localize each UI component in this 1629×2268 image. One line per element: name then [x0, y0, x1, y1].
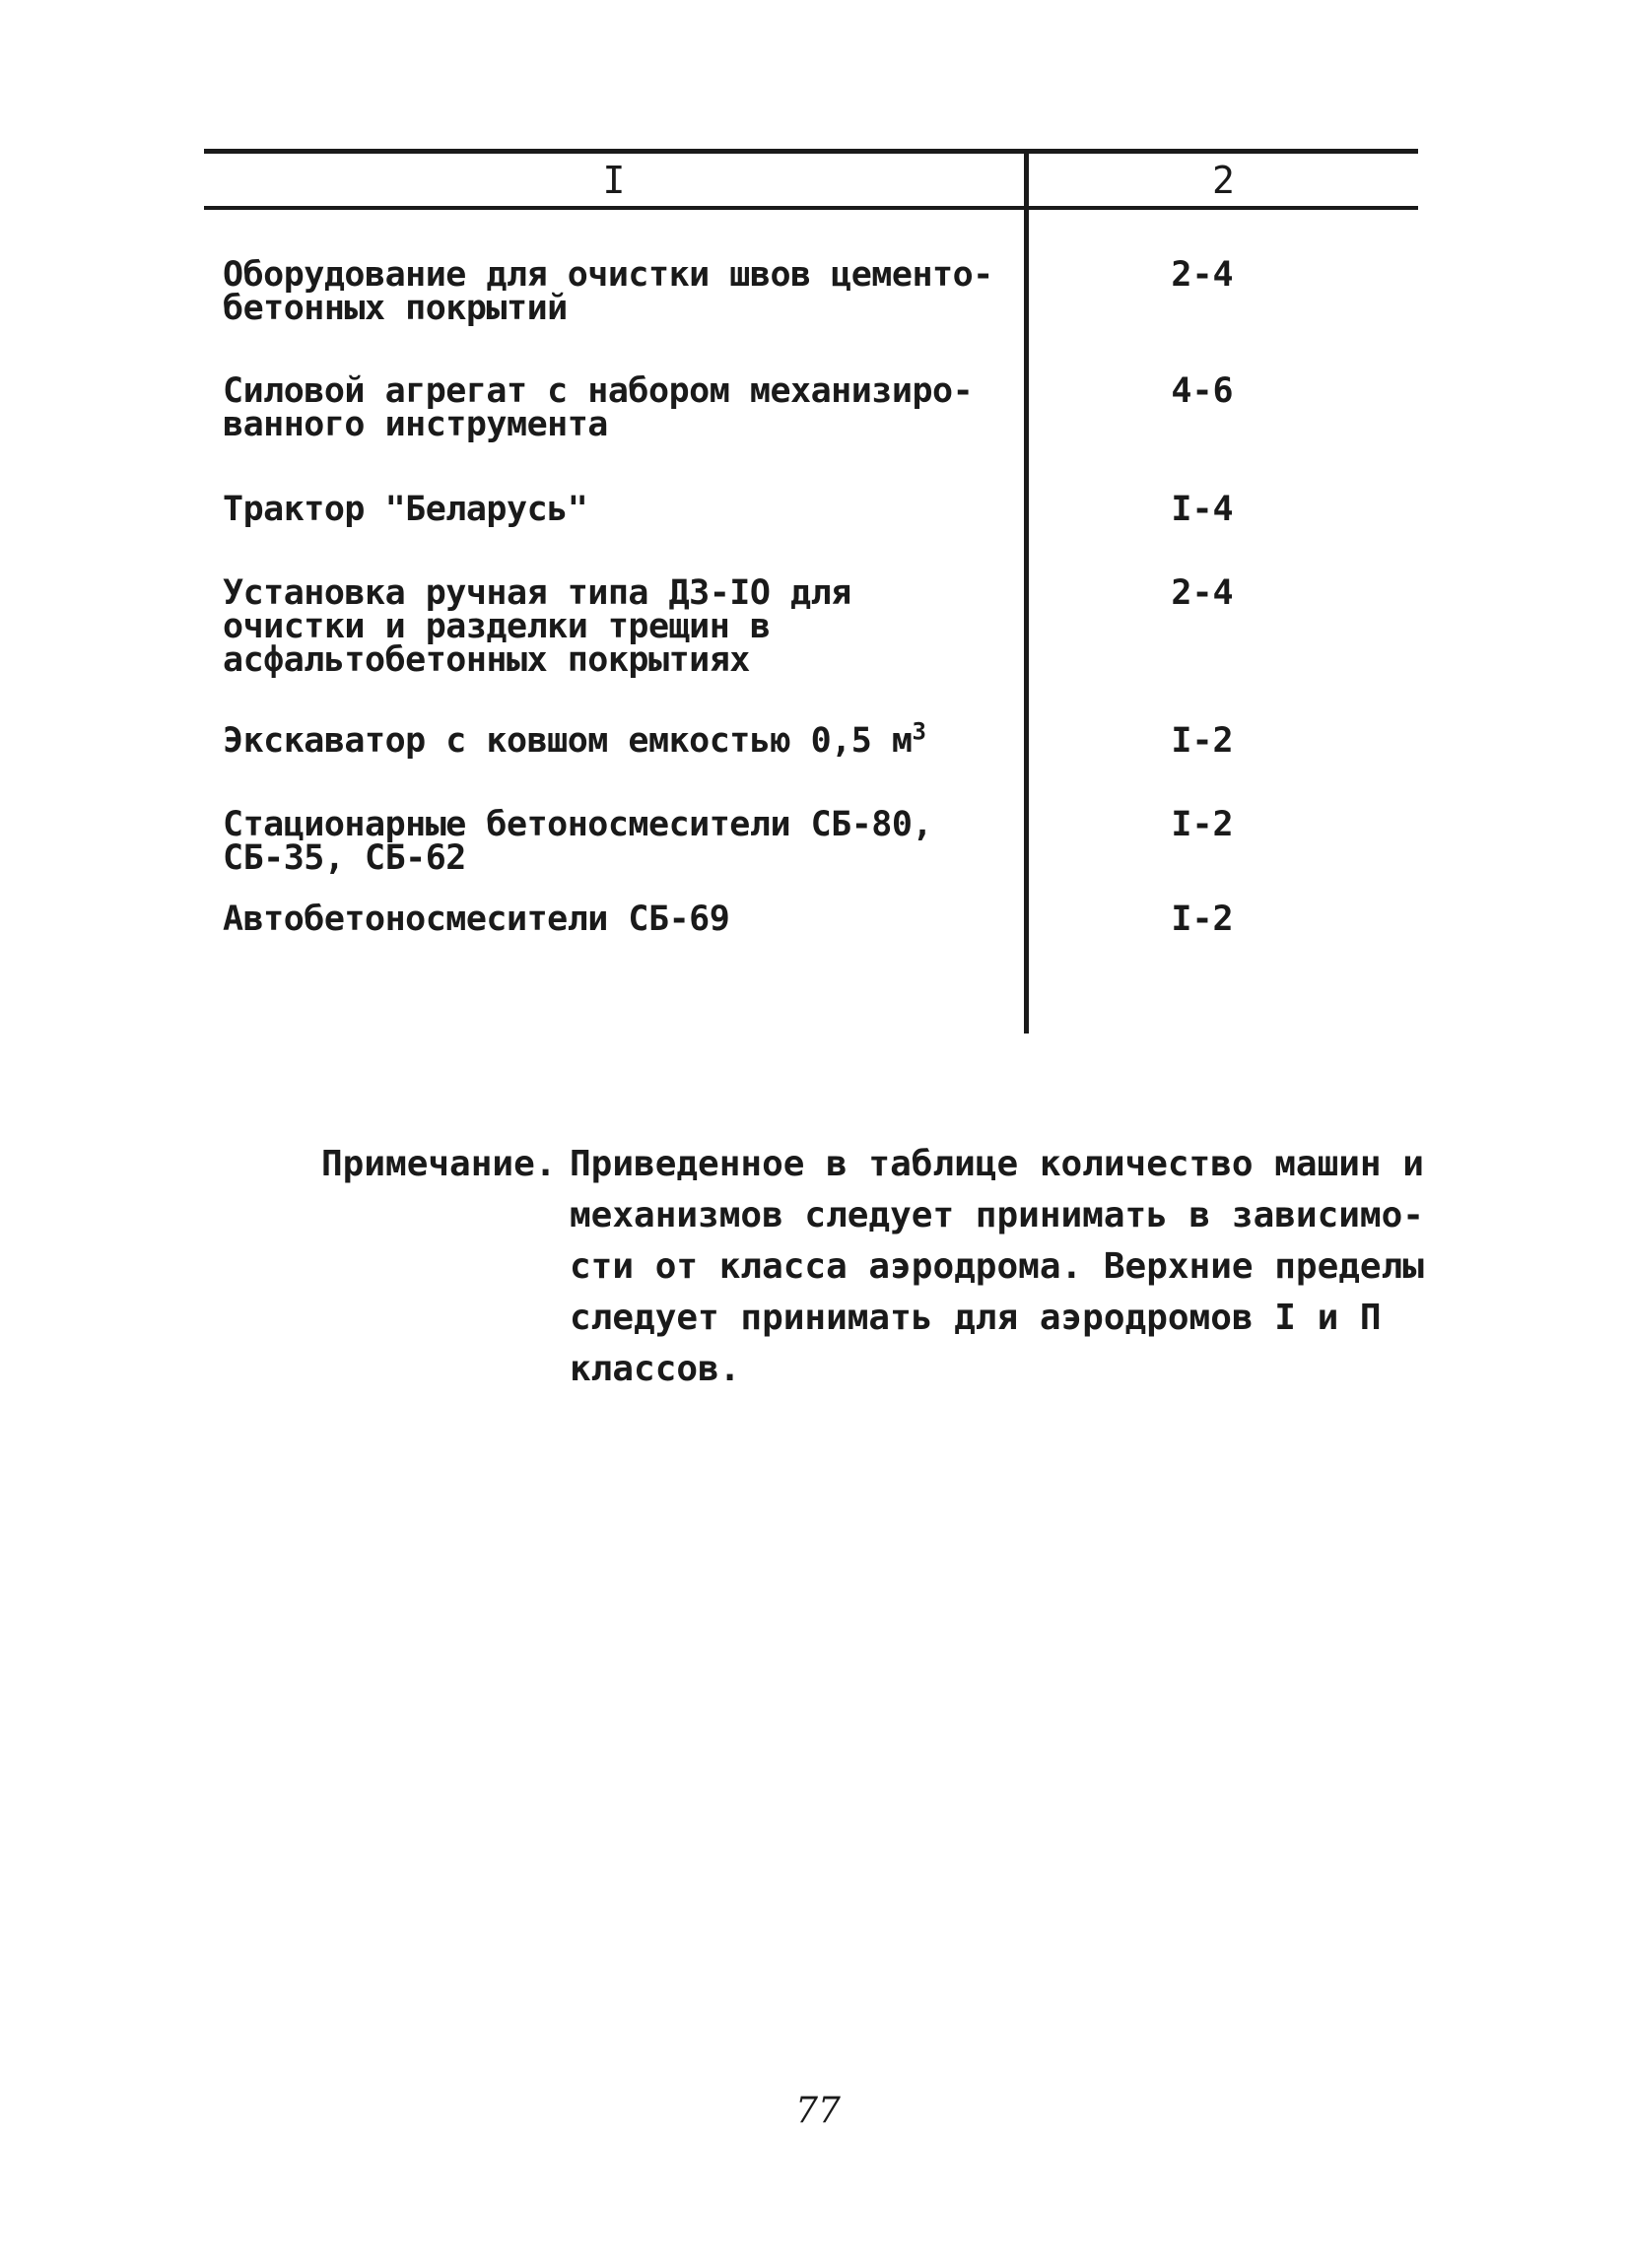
table-row-name	[223, 805, 1011, 878]
table-column-divider	[1024, 149, 1029, 1034]
name-line: асфальтобетонных покрытиях	[223, 640, 750, 680]
table-row-quantity: I-2	[1171, 721, 1234, 761]
name-line: очистки и разделки трещин в	[223, 607, 771, 646]
table-row-name	[223, 573, 1011, 680]
table-row-quantity: 2-4	[1171, 255, 1234, 295]
table-row-quantity: 4-6	[1171, 371, 1234, 411]
note-line: сти от класса аэродрома. Верхние пределы	[570, 1246, 1424, 1287]
note-line: Приведенное в таблице количество машин и	[570, 1144, 1424, 1184]
name-line: Автобетоносмесители СБ-69	[223, 900, 730, 939]
column-header-2: 2	[1212, 159, 1235, 202]
table-row-name	[223, 900, 1011, 939]
column-header-1: I	[602, 159, 626, 202]
name-line: ванного инструмента	[223, 405, 608, 444]
note-line: классов.	[570, 1349, 741, 1389]
note-line: следует принимать для аэродромов I и П	[570, 1298, 1382, 1338]
table-top-rule	[204, 149, 1418, 154]
table-row-name	[223, 371, 1011, 444]
table-row-name	[223, 717, 1011, 761]
page-number: 77	[795, 2091, 841, 2131]
table-header-rule	[204, 206, 1418, 210]
name-line: Силовой агрегат с набором механизиро-	[223, 371, 974, 411]
name-line: СБ-35, СБ-62	[223, 838, 466, 878]
name-line: Экскаватор с ковшом емкостью 0,5 м	[223, 721, 913, 761]
name-line: бетонных покрытий	[223, 289, 568, 328]
superscript: 3	[912, 717, 926, 746]
table-row-quantity: 2-4	[1171, 573, 1234, 613]
name-line: Оборудование для очистки швов цементо-	[223, 255, 993, 295]
table-row-name	[223, 490, 1011, 529]
name-line: Установка ручная типа ДЗ-IO для	[223, 573, 851, 613]
table-row-quantity: I-2	[1171, 805, 1234, 844]
note-text	[570, 1139, 1424, 1395]
name-line: Трактор "Беларусь"	[223, 490, 588, 529]
note-line: механизмов следует принимать в зависимо-	[570, 1195, 1424, 1235]
name-line: Стационарные бетоносмесители СБ-80,	[223, 805, 933, 844]
table-row-quantity: I-2	[1171, 900, 1234, 939]
table-row-quantity: I-4	[1171, 490, 1234, 529]
note-label: Примечание.	[321, 1144, 557, 1184]
table-row-name	[223, 255, 1011, 328]
